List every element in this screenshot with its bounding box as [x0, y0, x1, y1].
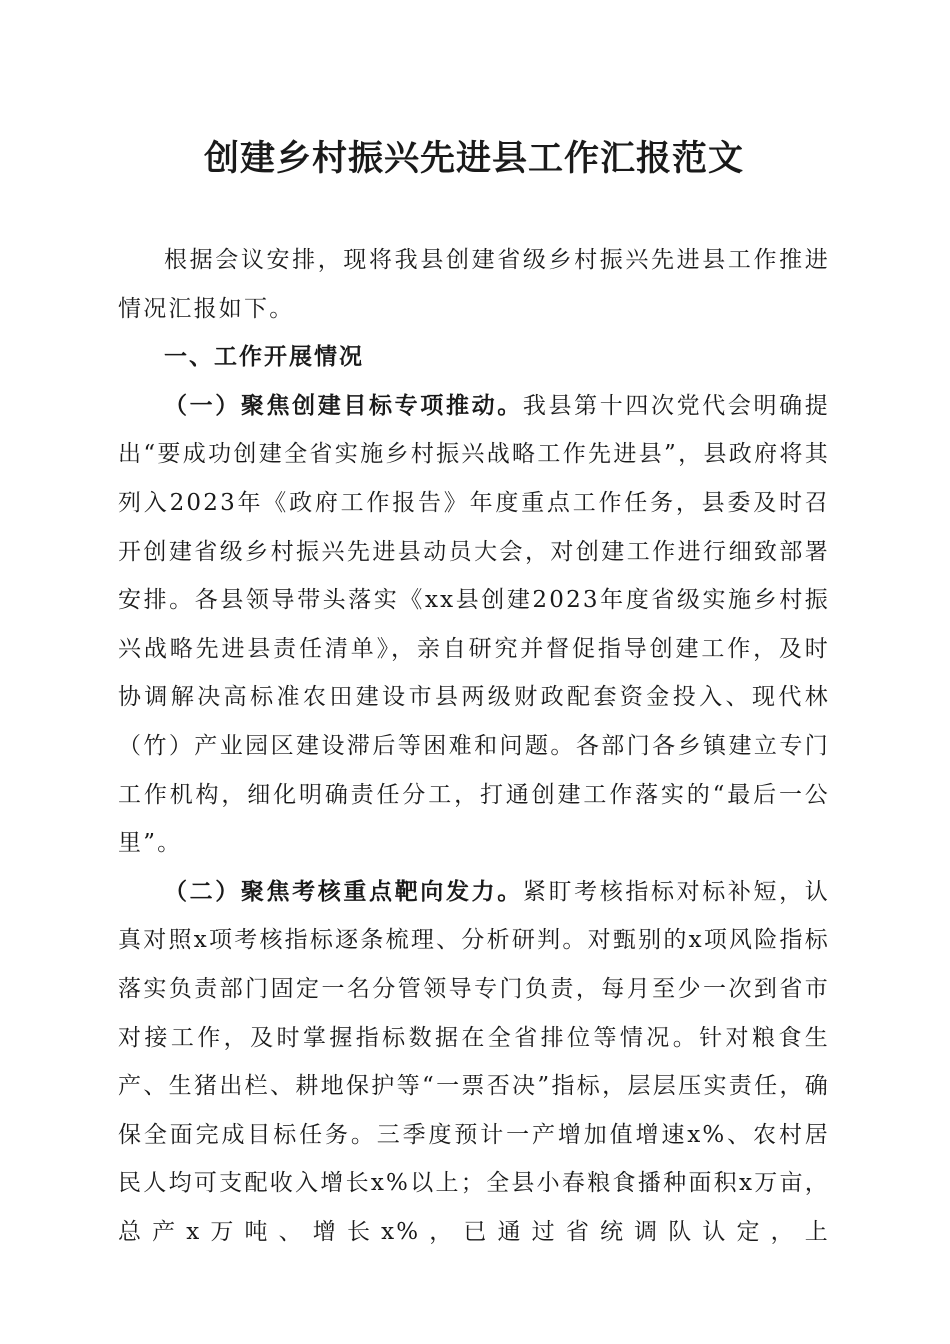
item-lead-1: （一）聚焦创建目标专项推动。	[164, 391, 523, 419]
section-heading: 一、工作开展情况	[164, 344, 364, 371]
document-body	[118, 236, 830, 1256]
item-lead-2: （二）聚焦考核重点靶向发力。	[164, 877, 523, 905]
intro-paragraph: 根据会议安排，现将我县创建省级乡村振兴先进县工作推进情况汇报如下。	[118, 247, 830, 322]
item-text-2: 紧盯考核指标对标补短，认真对照x项考核指标逐条梳理、分析研判。对甄别的x项风险指标落实负责部门固定一名分管领导专门负责，每月至少一次到省市对接工作，及时掌握指标数据在全省排位等情况。针对粮食生产、生猪出栏、耕地保护等“一票否决”指标，层层压实责任，确保全面完成目标任务。三季度预计一产增加值增速x%、农村居民人均可支配收入增长x%以上；全县小春粮食播种面积x万亩，总产x万吨、增长x%，已通过省统调队认定，上	[118, 878, 830, 1245]
item-text-1: 我县第十四次党代会明确提出“要成功创建全省实施乡村振兴战略工作先进县”，县政府将其列入2023年《政府工作报告》年度重点工作任务，县委及时召开创建省级乡村振兴先进县动员大会，对创建工作进行细致部署安排。各县领导带头落实《xx县创建2023年度省级实施乡村振兴战略先进县责任清单》，亲自研究并督促指导创建工作，及时协调解决高标准农田建设市县两级财政配套资金投入、现代林（竹）产业园区建设滞后等困难和问题。各部门各乡镇建立专门工作机构，细化明确责任分工，打通创建工作落实的“最后一公里”。	[118, 392, 830, 857]
item-paragraph-2	[118, 868, 830, 1257]
item-paragraph-1	[118, 382, 830, 868]
document-title: 创建乡村振兴先进县工作汇报范文	[203, 138, 744, 179]
document-page	[118, 130, 830, 1256]
